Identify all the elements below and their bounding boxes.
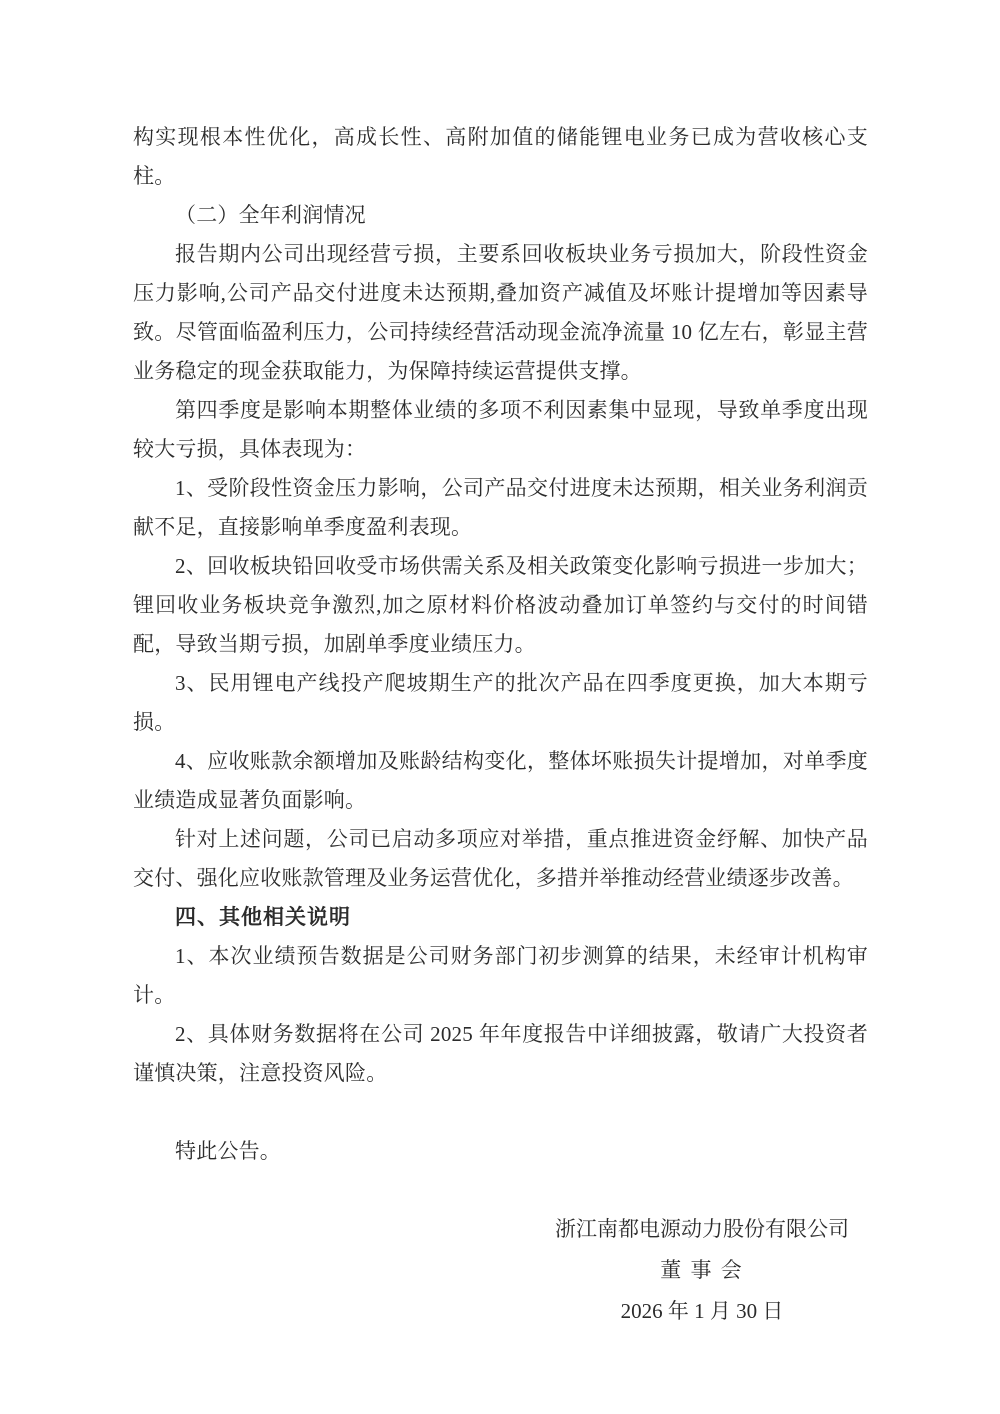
signature-company: 浙江南都电源动力股份有限公司 — [555, 1217, 849, 1241]
paragraph: 3、民用锂电产线投产爬坡期生产的批次产品在四季度更换，加大本期亏损。 — [133, 671, 868, 734]
paragraph-list — [133, 118, 868, 1171]
paragraph: 2、具体财务数据将在公司 2025 年年度报告中详细披露，敬请广大投资者谨慎决策，注意投资风险。 — [133, 1022, 868, 1085]
section-heading: 四、其他相关说明 — [175, 906, 351, 929]
paragraph: 第四季度是影响本期整体业绩的多项不利因素集中显现，导致单季度出现较大亏损，具体表现为： — [133, 398, 868, 461]
paragraph: 1、本次业绩预告数据是公司财务部门初步测算的结果，未经审计机构审计。 — [133, 944, 868, 1007]
paragraph: 1、受阶段性资金压力影响，公司产品交付进度未达预期，相关业务利润贡献不足，直接影响单季度盈利表现。 — [133, 476, 868, 539]
paragraph: （二）全年利润情况 — [175, 203, 366, 227]
signature-block — [554, 1209, 850, 1332]
paragraph: 构实现根本性优化，高成长性、高附加值的储能锂电业务已成为营收核心支柱。 — [133, 125, 868, 188]
paragraph: 4、应收账款余额增加及账龄结构变化，整体坏账损失计提增加，对单季度业绩造成显著负面影响。 — [133, 749, 868, 812]
paragraph: 特此公告。 — [175, 1139, 281, 1163]
paragraph: 针对上述问题，公司已启动多项应对举措，重点推进资金纾解、加快产品交付、强化应收账款管理及业务运营优化，多措并举推动经营业绩逐步改善。 — [133, 827, 868, 890]
signature-board: 董 事 会 — [660, 1258, 744, 1282]
signature-date: 2026 年 1 月 30 日 — [620, 1299, 784, 1323]
paragraph: 2、回收板块铅回收受市场供需关系及相关政策变化影响亏损进一步加大；锂回收业务板块竞争激烈,加之原材料价格波动叠加订单签约与交付的时间错配，导致当期亏损，加剧单季度业绩压力。 — [133, 554, 868, 656]
paragraph: 报告期内公司出现经营亏损，主要系回收板块业务亏损加大，阶段性资金压力影响,公司产品交付进度未达预期,叠加资产减值及坏账计提增加等因素导致。尽管面临盈利压力，公司持续经营活动现金流净流量 10 亿左右，彰显主营业务稳定的现金获取能力，为保障持续运营提供支撑。 — [133, 242, 868, 383]
